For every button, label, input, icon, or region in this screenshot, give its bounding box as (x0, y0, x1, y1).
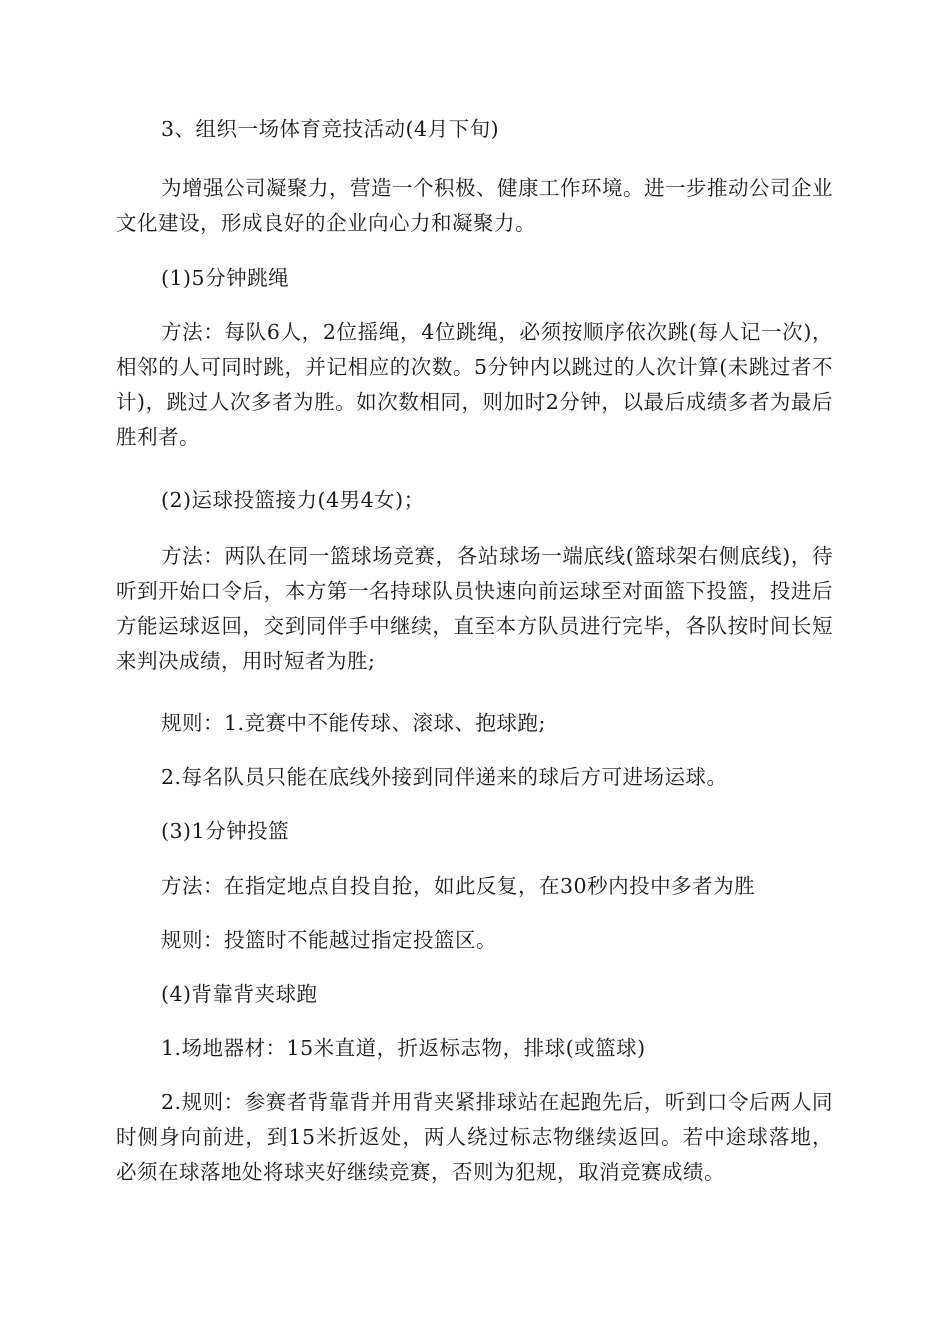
section-heading: 3、组织一场体育竞技活动(4月下旬) (161, 117, 500, 141)
dribble-relay-method: 方法：两队在同一篮球场竞赛，各站球场一端底线(篮球架右侧底线)，待听到开始口令后，本方第一名持球队员快速向前运球至对面篮下投篮，投进后方能运球返回，交到同伴手中继续，直至本方队员进行完毕，各队按时间长短来判决成绩，用时短者为胜; (116, 544, 833, 673)
dribble-relay-rule-1: 规则：1.竞赛中不能传球、滚球、抱球跑; (161, 711, 546, 735)
item-heading-jump-rope: (1)5分钟跳绳 (161, 266, 290, 290)
back-to-back-rules: 2.规则：参赛者背靠背并用背夹紧排球站在起跑先后，听到口令后两人同时侧身向前进，到15米折返处，两人绕过标志物继续返回。若中途球落地，必须在球落地处将球夹好继续竞赛，否则为犯规，取消竞赛成绩。 (116, 1090, 833, 1184)
jump-rope-method: 方法：每队6人，2位摇绳，4位跳绳，必须按顺序依次跳(每人记一次)，相邻的人可同时跳，并记相应的次数。5分钟内以跳过的人次计算(未跳过者不计)，跳过人次多者为胜。如次数相同，则加时2分钟，以最后成绩多者为最后胜利者。 (116, 320, 833, 449)
intro-paragraph: 为增强公司凝聚力，营造一个积极、健康工作环境。进一步推动公司企业文化建设，形成良好的企业向心力和凝聚力。 (116, 176, 833, 235)
item-heading-shooting: (3)1分钟投篮 (161, 819, 290, 843)
dribble-relay-rule-2: 2.每名队员只能在底线外接到同伴递来的球后方可进场运球。 (161, 765, 728, 789)
item-heading-dribble-relay: (2)运球投篮接力(4男4女)； (161, 488, 425, 512)
shooting-method: 方法：在指定地点自投自抢，如此反复，在30秒内投中多者为胜 (161, 874, 756, 898)
back-to-back-equipment: 1.场地器材：15米直道，折返标志物，排球(或篮球) (161, 1036, 646, 1060)
item-heading-back-to-back: (4)背靠背夹球跑 (161, 982, 318, 1006)
shooting-rule: 规则：投篮时不能越过指定投篮区。 (161, 928, 497, 952)
